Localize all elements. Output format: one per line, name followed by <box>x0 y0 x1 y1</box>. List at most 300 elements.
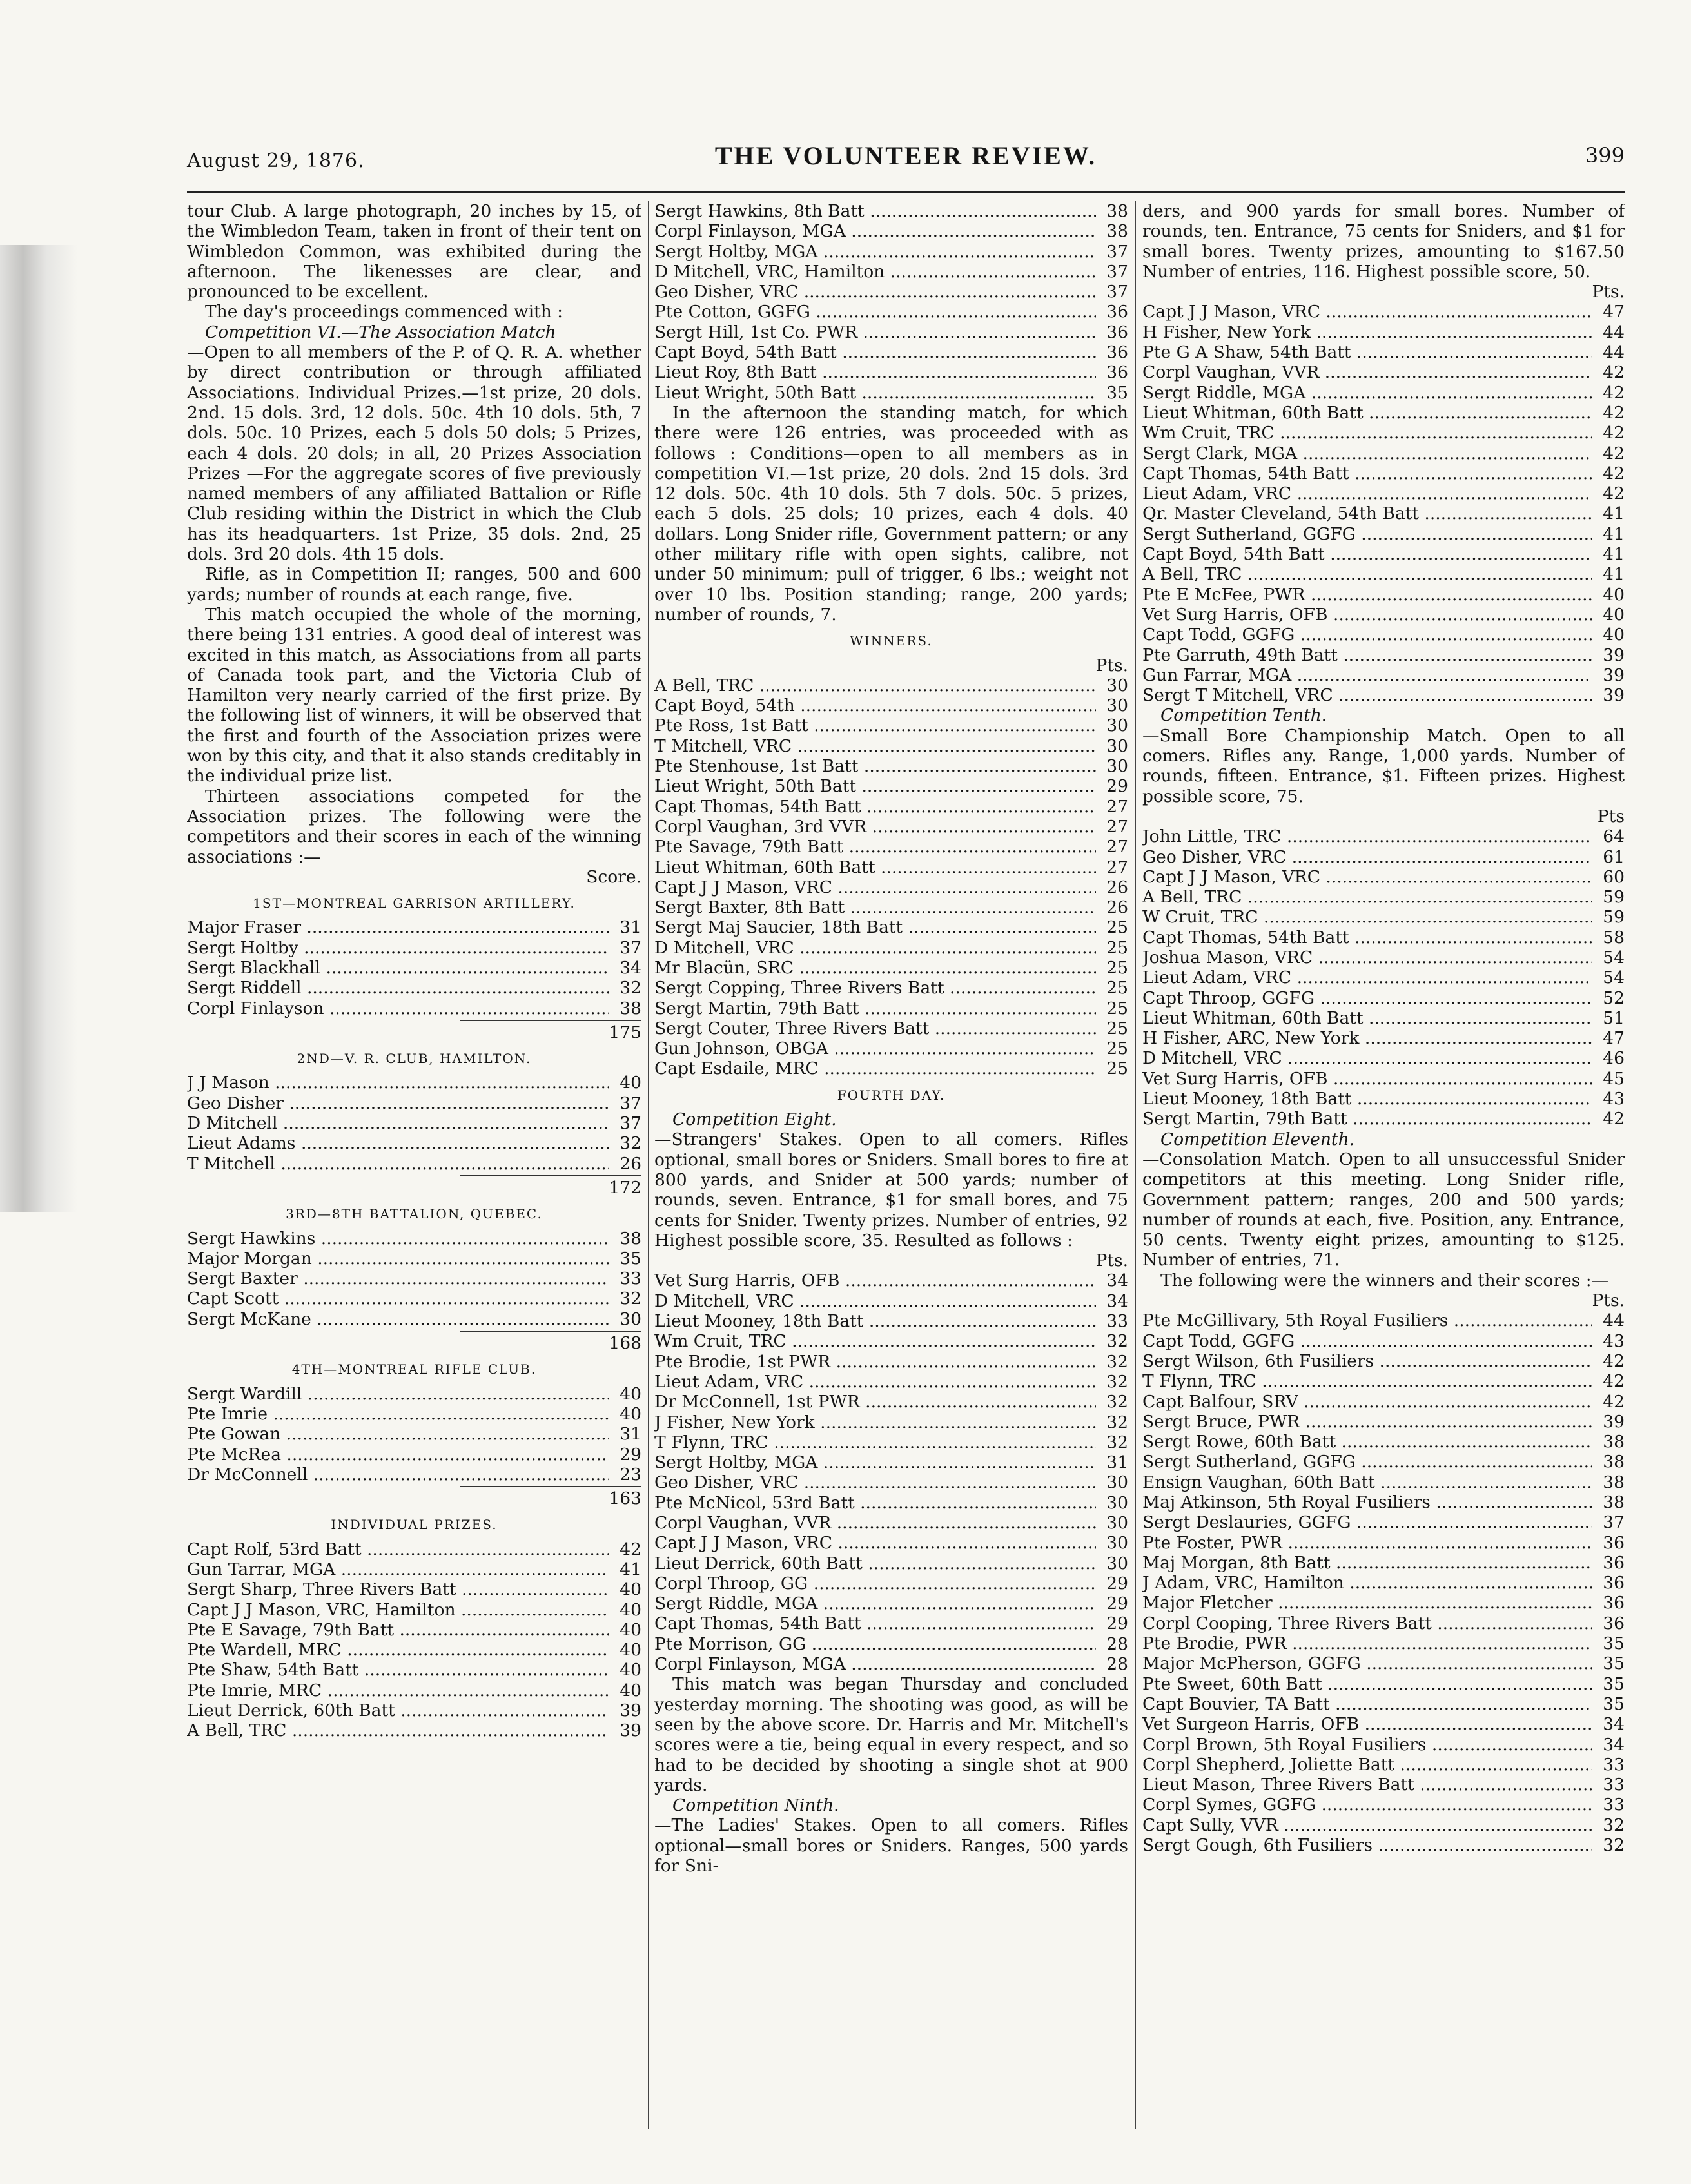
competitor-score: 36 <box>1603 1532 1625 1553</box>
group-total: 172 <box>460 1175 641 1198</box>
competitor-name: Sergt Clark, MGA ..... <box>1142 444 1592 463</box>
competitor-name: T Flynn, TRC ..... <box>654 1432 1096 1452</box>
competitor-score: 40 <box>620 1660 641 1681</box>
competitor-name: Capt J J Mason, VRC ..... <box>1142 867 1592 887</box>
score-row <box>654 1019 1128 1038</box>
score-row <box>654 1614 1128 1633</box>
competitor-name: Gun Farrar, MGA ..... <box>1142 665 1592 685</box>
score-row <box>1142 1331 1625 1351</box>
competitor-score: 59 <box>1603 907 1625 928</box>
score-row <box>1142 1432 1625 1452</box>
score-row <box>1142 1735 1625 1755</box>
points-label: Pts <box>1597 806 1625 826</box>
competitor-score: 25 <box>1106 998 1128 1019</box>
score-row <box>1142 1472 1625 1492</box>
competitor-score: 25 <box>1106 1058 1128 1079</box>
score-list <box>187 1229 641 1329</box>
score-row <box>187 1113 641 1133</box>
competitor-score: 30 <box>620 1309 641 1329</box>
points-label: Pts. <box>1592 282 1625 302</box>
competitor-score: 37 <box>1106 282 1128 302</box>
score-row <box>654 1352 1128 1372</box>
competitor-score: 23 <box>620 1464 641 1485</box>
paragraph: This match was began Thursday and concluded yesterday morning. The shooting was good, as will be seen by the above score. Dr. Harris and Mr. Mitchell's scores were a tie, being equal in every respect, and so had to be decided by shooting a single shot at 900 yards. <box>654 1674 1128 1795</box>
score-list <box>187 917 641 1018</box>
competitor-name: Pte Foster, PWR ..... <box>1142 1533 1592 1553</box>
competitor-name: Pte Ross, 1st Batt ..... <box>654 716 1096 736</box>
competitor-score: 40 <box>620 1383 641 1404</box>
competitor-name: D Mitchell, VRC ..... <box>654 938 1096 958</box>
competitor-score: 37 <box>1603 1512 1625 1533</box>
score-row <box>654 1311 1128 1331</box>
score-row <box>187 1559 641 1579</box>
competitor-score: 25 <box>1106 1038 1128 1059</box>
competitor-name: Sergt Riddell ..... <box>187 978 609 998</box>
score-row <box>1142 1048 1625 1068</box>
score-row <box>187 1133 641 1153</box>
competitor-name: Sergt Holtby ..... <box>187 938 609 958</box>
score-row <box>1142 1815 1625 1835</box>
competitor-score: 28 <box>1106 1633 1128 1654</box>
competitor-score: 38 <box>620 998 641 1019</box>
paragraph: —Open to all members of the P. of Q. R. A. whether by direct contribution or through affiliated Associations. Individual Prizes.—1st prize, 20 dols. 2nd. 15 dols. 3rd, 12 dols. 50c. 4th 10 dols. 5th, 7 dols. 50c. 10 Prizes, each 5 dols 50 dols; 5 Prizes, each 4 dols. 20 dols; in all, 20 Prizes Association Prizes —For the aggregate scores of five previously named members of any affiliated Battalion or Rifle Club residing within the District in which the Club has its headquarters. 1st Prize, 35 dols. 2nd, 25 dols. 3rd 20 dols. 4th 15 dols. <box>187 342 641 565</box>
competitor-score: 39 <box>620 1701 641 1721</box>
competitor-score: 40 <box>620 1619 641 1640</box>
score-row <box>1142 322 1625 342</box>
competitor-score: 33 <box>620 1269 641 1289</box>
score-row <box>1142 665 1625 685</box>
score-row <box>1142 1553 1625 1573</box>
competitor-name: Lieut Derrick, 60th Batt ..... <box>654 1554 1096 1574</box>
competitor-name: D Mitchell, VRC, Hamilton ..... <box>654 262 1096 282</box>
group-heading: 3RD—8TH BATTALION, QUEBEC. <box>286 1206 543 1222</box>
score-row <box>1142 1089 1625 1109</box>
score-row <box>1142 1775 1625 1795</box>
competitor-score: 59 <box>1603 887 1625 908</box>
score-row <box>654 1452 1128 1472</box>
score-row <box>654 362 1128 382</box>
competitor-name: Sergt Sutherland, GGFG ..... <box>1142 524 1592 544</box>
score-row <box>654 756 1128 776</box>
score-row <box>654 1038 1128 1058</box>
score-row <box>654 877 1128 897</box>
competitor-name: Corpl Finlayson ..... <box>187 999 609 1019</box>
score-row <box>654 676 1128 696</box>
competitor-name: Lieut Wright, 50th Batt ..... <box>654 383 1096 403</box>
competitor-name: Pte McRea ..... <box>187 1445 609 1465</box>
score-row <box>1142 342 1625 362</box>
score-row <box>1142 1351 1625 1371</box>
competitor-score: 32 <box>620 978 641 999</box>
score-row <box>1142 1492 1625 1512</box>
score-row <box>654 1472 1128 1492</box>
score-row <box>1142 362 1625 382</box>
score-list <box>1142 302 1625 705</box>
competitor-score: 30 <box>1106 1472 1128 1493</box>
competitor-score: 40 <box>620 1599 641 1620</box>
score-row <box>654 221 1128 241</box>
competitor-score: 36 <box>1603 1573 1625 1594</box>
competitor-score: 30 <box>1106 756 1128 777</box>
score-row <box>654 1432 1128 1452</box>
score-list <box>187 1073 641 1173</box>
day-heading: FOURTH DAY. <box>837 1087 946 1103</box>
score-row <box>1142 1755 1625 1775</box>
score-row <box>654 938 1128 958</box>
score-row <box>1142 1835 1625 1855</box>
score-row <box>1142 928 1625 948</box>
competitor-score: 39 <box>1603 645 1625 665</box>
competitor-score: 30 <box>1106 1492 1128 1513</box>
score-row <box>1142 907 1625 927</box>
competitor-name: Dr McConnell, 1st PWR ..... <box>654 1392 1096 1412</box>
competitor-name: Vet Surg Harris, OFB ..... <box>1142 605 1592 625</box>
group-heading: INDIVIDUAL PRIZES. <box>331 1517 498 1533</box>
competitor-score: 40 <box>620 1579 641 1600</box>
competitor-name: Corpl Finlayson, MGA ..... <box>654 221 1096 241</box>
competitor-score: 42 <box>1603 443 1625 463</box>
competitor-name: Pte Shaw, 54th Batt ..... <box>187 1660 609 1680</box>
points-label: Pts. <box>1095 1251 1128 1271</box>
competitor-name: Capt Sully, VVR ..... <box>1142 1815 1592 1835</box>
score-row <box>1142 585 1625 605</box>
score-row <box>1142 1109 1625 1129</box>
competitor-name: Sergt Maj Saucier, 18th Batt ..... <box>654 917 1096 937</box>
score-row <box>187 1424 641 1444</box>
score-row <box>187 999 641 1019</box>
paragraph: The day's proceedings commenced with : <box>205 302 563 322</box>
paragraph: Rifle, as in Competition II; ranges, 500 and 600 yards; number of rounds at each range, five. <box>187 564 641 605</box>
competitor-name: Corpl Cooping, Three Rivers Batt ..... <box>1142 1614 1592 1633</box>
competitor-name: Corpl Vaughan, 3rd VVR ..... <box>654 817 1096 837</box>
score-row <box>187 958 641 978</box>
competitor-name: Pte McGillivary, 5th Royal Fusiliers ..... <box>1142 1311 1592 1331</box>
competitor-score: 61 <box>1603 846 1625 867</box>
competitor-name: Gun Tarrar, MGA ..... <box>187 1559 609 1579</box>
competitor-name: Corpl Vaughan, VVR ..... <box>1142 362 1592 382</box>
score-row <box>187 1269 641 1289</box>
score-row <box>187 938 641 958</box>
score-row <box>1142 1633 1625 1653</box>
publication-title: THE VOLUNTEER REVIEW. <box>714 141 1097 170</box>
competitor-name: Sergt Hawkins ..... <box>187 1229 609 1249</box>
score-row <box>654 1372 1128 1392</box>
competitor-score: 34 <box>1106 1291 1128 1311</box>
competitor-name: Pte Brodie, 1st PWR ..... <box>654 1352 1096 1372</box>
score-row <box>654 262 1128 282</box>
competitor-score: 32 <box>620 1289 641 1309</box>
score-row <box>654 1654 1128 1674</box>
competitor-score: 38 <box>1603 1472 1625 1492</box>
competitor-score: 32 <box>1106 1432 1128 1452</box>
score-row <box>1142 1008 1625 1028</box>
competitor-score: 46 <box>1603 1048 1625 1069</box>
competitor-score: 32 <box>1106 1392 1128 1412</box>
competitor-score: 42 <box>1603 402 1625 423</box>
competitor-name: Lieut Adam, VRC ..... <box>1142 968 1592 988</box>
competitor-name: Sergt Couter, Three Rivers Batt ..... <box>654 1019 1096 1038</box>
score-row <box>187 1289 641 1309</box>
score-row <box>1142 1694 1625 1714</box>
score-row <box>654 201 1128 221</box>
competitor-score: 38 <box>1603 1492 1625 1512</box>
score-row <box>1142 645 1625 665</box>
competitor-score: 36 <box>1106 362 1128 383</box>
competitor-name: Corpl Shepherd, Joliette Batt ..... <box>1142 1755 1592 1775</box>
competitor-name: Capt Scott ..... <box>187 1289 609 1309</box>
competitor-name: H Fisher, New York ..... <box>1142 322 1592 342</box>
competitor-score: 51 <box>1603 1008 1625 1028</box>
competitor-name: Vet Surg Harris, OFB ..... <box>1142 1069 1592 1089</box>
score-row <box>1142 1311 1625 1331</box>
score-row <box>654 999 1128 1019</box>
competitor-score: 34 <box>620 957 641 978</box>
competitor-score: 44 <box>1603 1311 1625 1331</box>
score-row <box>187 1229 641 1249</box>
competitor-name: Sergt Rowe, 60th Batt ..... <box>1142 1432 1592 1452</box>
competitor-score: 43 <box>1603 1089 1625 1109</box>
competitor-score: 42 <box>1603 1109 1625 1129</box>
score-list <box>1142 1311 1625 1855</box>
competitor-score: 52 <box>1603 988 1625 1008</box>
score-row <box>187 1154 641 1174</box>
competitor-name: Vet Surgeon Harris, OFB ..... <box>1142 1714 1592 1734</box>
issue-date: August 29, 1876. <box>187 150 365 172</box>
competitor-score: 39 <box>1603 1411 1625 1432</box>
competitor-score: 40 <box>620 1073 641 1093</box>
competitor-name: Pte Sweet, 60th Batt ..... <box>1142 1674 1592 1694</box>
group-heading: 1ST—MONTREAL GARRISON ARTILLERY. <box>253 895 576 912</box>
competitor-score: 41 <box>1603 503 1625 524</box>
competitor-score: 38 <box>1106 201 1128 221</box>
competitor-name: Vet Surg Harris, OFB ..... <box>654 1271 1096 1291</box>
score-row <box>654 958 1128 978</box>
competitor-name: Geo Disher, VRC ..... <box>654 282 1096 302</box>
score-row <box>1142 1512 1625 1532</box>
competitor-name: D Mitchell, VRC ..... <box>1142 1048 1592 1068</box>
score-list <box>1142 826 1625 1129</box>
page-number: 399 <box>1585 143 1625 168</box>
competitor-name: Sergt Gough, 6th Fusiliers ..... <box>1142 1835 1592 1855</box>
paragraph: —Consolation Match. Open to all unsuccessful Snider competitors at this meeting. Long Snider rifle, Government pattern; ranges, 200 and 500 yards; number of rounds at each, five. Position, any. Entrance, 50 cents. Twenty eight prizes, amounting to $125. Number of entries, 71. <box>1142 1149 1625 1271</box>
column-rule <box>648 201 649 2129</box>
score-row <box>187 1404 641 1424</box>
competitor-score: 25 <box>1106 937 1128 958</box>
competitor-name: Wm Cruit, TRC ..... <box>1142 423 1592 443</box>
competitor-name: Capt Thomas, 54th Batt ..... <box>1142 463 1592 483</box>
competitor-score: 42 <box>1603 483 1625 504</box>
competitor-name: Sergt Copping, Three Rivers Batt ..... <box>654 978 1096 998</box>
competitor-name: Qr. Master Cleveland, 54th Batt ..... <box>1142 503 1592 523</box>
score-row <box>187 1073 641 1093</box>
score-list <box>187 1384 641 1485</box>
column-3 <box>1142 201 1625 2141</box>
score-row <box>1142 1028 1625 1048</box>
competitor-name: Capt J J Mason, VRC ..... <box>654 1533 1096 1553</box>
score-row <box>654 302 1128 322</box>
competitor-score: 40 <box>620 1403 641 1424</box>
competitor-score: 40 <box>1603 604 1625 625</box>
score-row <box>187 1539 641 1559</box>
score-list <box>187 1539 641 1741</box>
score-row <box>654 1392 1128 1412</box>
score-list <box>654 1271 1128 1674</box>
competitor-name: Corpl Vaughan, VVR ..... <box>654 1513 1096 1533</box>
competitor-name: John Little, TRC ..... <box>1142 826 1592 846</box>
competitor-name: Major McPherson, GGFG ..... <box>1142 1653 1592 1673</box>
competitor-name: Sergt Deslauries, GGFG ..... <box>1142 1512 1592 1532</box>
competitor-name: Sergt Bruce, PWR ..... <box>1142 1412 1592 1432</box>
score-row <box>1142 948 1625 968</box>
score-row <box>1142 1714 1625 1734</box>
competitor-name: A Bell, TRC ..... <box>1142 564 1592 584</box>
competitor-name: Geo Disher, VRC ..... <box>1142 847 1592 867</box>
competitor-score: 38 <box>1603 1432 1625 1452</box>
group-heading: 2ND—V. R. CLUB, HAMILTON. <box>297 1051 532 1067</box>
score-row <box>1142 605 1625 625</box>
competitor-name: T Mitchell, VRC ..... <box>654 736 1096 756</box>
competitor-score: 35 <box>1603 1693 1625 1714</box>
competitor-name: T Mitchell ..... <box>187 1154 609 1174</box>
paragraph: The following were the winners and their scores :— <box>1160 1270 1609 1291</box>
score-row <box>187 1721 641 1740</box>
score-row <box>654 897 1128 917</box>
competitor-score: 32 <box>1603 1815 1625 1835</box>
score-row <box>1142 524 1625 544</box>
competitor-score: 31 <box>620 917 641 938</box>
competitor-name: Sergt Riddle, MGA ..... <box>654 1594 1096 1614</box>
competitor-score: 35 <box>1106 382 1128 403</box>
competitor-score: 32 <box>1106 1331 1128 1352</box>
competitor-name: H Fisher, ARC, New York ..... <box>1142 1028 1592 1048</box>
competitor-name: T Flynn, TRC ..... <box>1142 1371 1592 1391</box>
score-row <box>654 1513 1128 1533</box>
score-row <box>654 1594 1128 1614</box>
competitor-score: 35 <box>1603 1673 1625 1694</box>
competitor-score: 38 <box>1106 221 1128 242</box>
score-list <box>654 201 1128 403</box>
competitor-name: Sergt Baxter, 8th Batt ..... <box>654 897 1096 917</box>
competitor-score: 30 <box>1106 736 1128 756</box>
score-row <box>654 242 1128 262</box>
competitor-name: Pte Stenhouse, 1st Batt ..... <box>654 756 1096 776</box>
score-row <box>1142 444 1625 463</box>
competitor-score: 37 <box>620 1113 641 1134</box>
paragraph: —Strangers' Stakes. Open to all comers. Rifles optional, small bores or Sniders. Small bores to fire at 800 yards, and Snider at 500 yards; number of rounds, seven. Entrance, $1 for small bores, and 75 cents for Snider. Twenty prizes. Number of entries, 92 Highest possible score, 35. Resulted as follows : <box>654 1129 1128 1251</box>
competitor-name: Ensign Vaughan, 60th Batt ..... <box>1142 1472 1592 1492</box>
score-row <box>1142 423 1625 443</box>
competitor-score: 33 <box>1603 1775 1625 1795</box>
competitor-name: Lieut Wright, 50th Batt ..... <box>654 776 1096 796</box>
score-row <box>1142 503 1625 523</box>
competitor-name: J Adam, VRC, Hamilton ..... <box>1142 1573 1592 1593</box>
competitor-score: 34 <box>1603 1714 1625 1735</box>
competition-heading: Competition Ninth. <box>672 1795 839 1816</box>
score-row <box>1142 685 1625 705</box>
score-row <box>1142 302 1625 322</box>
competitor-name: Lieut Mooney, 18th Batt ..... <box>1142 1089 1592 1109</box>
points-label: Pts. <box>1592 1291 1625 1311</box>
competitor-score: 39 <box>1603 665 1625 685</box>
page-header <box>187 141 1625 186</box>
competitor-name: A Bell, TRC ..... <box>1142 887 1592 907</box>
competitor-score: 27 <box>1106 857 1128 877</box>
competitor-score: 30 <box>1106 1553 1128 1574</box>
score-row <box>1142 867 1625 887</box>
competitor-score: 30 <box>1106 1513 1128 1533</box>
score-row <box>654 322 1128 342</box>
competitor-name: Maj Morgan, 8th Batt ..... <box>1142 1553 1592 1573</box>
competitor-score: 41 <box>1603 564 1625 585</box>
competitor-name: Dr McConnell ..... <box>187 1465 609 1485</box>
score-row <box>654 1493 1128 1513</box>
competitor-score: 58 <box>1603 927 1625 948</box>
competitor-name: W Cruit, TRC ..... <box>1142 907 1592 927</box>
score-row <box>187 1640 641 1660</box>
competitor-name: D Mitchell ..... <box>187 1113 609 1133</box>
paragraph: Thirteen associations competed for the Association prizes. The following were the competitors and their scores in each of the winning associations :— <box>187 786 641 867</box>
competitor-score: 44 <box>1603 322 1625 342</box>
competitor-score: 40 <box>620 1680 641 1701</box>
score-row <box>654 857 1128 877</box>
competitor-name: J J Mason ..... <box>187 1073 609 1093</box>
competition-heading: Competition Eleventh. <box>1160 1129 1355 1149</box>
score-row <box>187 978 641 998</box>
score-row <box>654 797 1128 817</box>
competitor-name: Sergt Sharp, Three Rivers Batt ..... <box>187 1579 609 1599</box>
competitor-score: 32 <box>1106 1351 1128 1372</box>
competitor-score: 38 <box>1603 1452 1625 1472</box>
competitor-score: 35 <box>620 1248 641 1269</box>
competitor-name: Lieut Derrick, 60th Batt ..... <box>187 1701 609 1721</box>
score-row <box>1142 826 1625 846</box>
column-1 <box>187 201 641 2141</box>
score-row <box>654 383 1128 403</box>
score-row <box>187 1249 641 1269</box>
competitor-score: 36 <box>1106 302 1128 322</box>
competitor-name: Corpl Symes, GGFG ..... <box>1142 1795 1592 1815</box>
competitor-name: Capt Rolf, 53rd Batt ..... <box>187 1539 609 1559</box>
score-row <box>187 1384 641 1404</box>
score-row <box>654 1412 1128 1432</box>
competitor-score: 42 <box>1603 362 1625 383</box>
competitor-score: 42 <box>1603 463 1625 483</box>
competitor-name: Sergt McKane ..... <box>187 1309 609 1329</box>
competitor-score: 41 <box>1603 523 1625 544</box>
score-list <box>654 676 1128 1079</box>
score-row <box>654 282 1128 302</box>
competitor-name: Geo Disher ..... <box>187 1093 609 1113</box>
score-row <box>1142 564 1625 584</box>
competitor-score: 33 <box>1603 1754 1625 1775</box>
competitor-name: Pte Imrie ..... <box>187 1404 609 1424</box>
competitor-score: 42 <box>620 1539 641 1559</box>
score-row <box>654 978 1128 998</box>
score-row <box>1142 1653 1625 1673</box>
competitor-score: 54 <box>1603 968 1625 988</box>
points-label: Pts. <box>1095 655 1128 676</box>
score-row <box>187 1445 641 1465</box>
competition-heading: Competition Tenth. <box>1160 705 1327 726</box>
competitor-name: Capt J J Mason, VRC, Hamilton ..... <box>187 1600 609 1620</box>
competitor-name: Corpl Throop, GG ..... <box>654 1574 1096 1594</box>
competitor-name: Corpl Finlayson, MGA ..... <box>654 1654 1096 1674</box>
score-row <box>654 776 1128 796</box>
competitor-score: 36 <box>1603 1613 1625 1633</box>
competitor-score: 39 <box>1603 685 1625 706</box>
paragraph: This match occupied the whole of the morning, there being 131 entries. A good deal of interest was excited in this match, as Associations from all parts of Canada took part, and the Victoria Club of Hamilton very nearly carried of the first prize. By the following list of winners, it will be observed that the first and fourth of the Association prizes were won by this city, and that it also stands creditably in the individual prize list. <box>187 604 641 786</box>
score-row <box>187 1701 641 1721</box>
